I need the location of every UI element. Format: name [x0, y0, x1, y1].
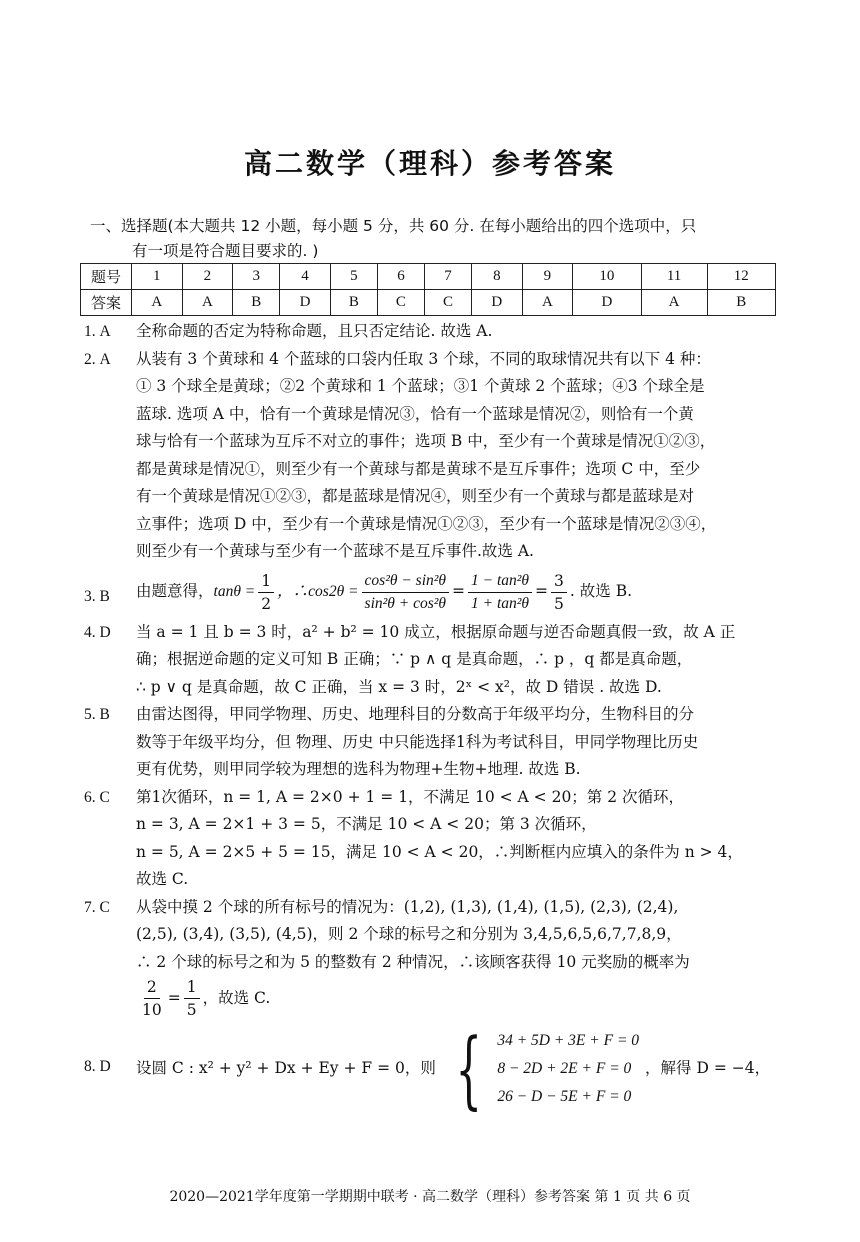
fraction: $\frac{\text{1 − tan²θ}}{\text{1 + tan²θ}}$	[468, 570, 532, 615]
solution-item-5	[84, 701, 784, 784]
item-number: 4.	[84, 623, 96, 641]
item-line: 全称命题的否定为特称命题，且只否定结论. 故选 A.	[136, 322, 493, 340]
fraction: $\frac{2}{10}$	[142, 978, 162, 1019]
left-brace-glyph: {	[455, 1020, 482, 1118]
math-expression: tanθ =	[213, 583, 256, 601]
fraction: $\frac{1}{5}$	[184, 976, 200, 1021]
equation-system	[442, 1020, 640, 1118]
table-cell: 7	[424, 264, 471, 290]
solution-item-1	[84, 318, 784, 346]
item-number: 3.	[84, 587, 96, 605]
item-line: ① 3 个球全是黄球；②2 个黄球和 1 个蓝球；③1 个黄球 2 个蓝球；④3 个球全是	[136, 377, 705, 395]
table-cell: 2	[182, 264, 233, 290]
item-line: 从装有 3 个黄球和 4 个蓝球的口袋内任取 3 个球，不同的取球情况共有以下 4 种：	[136, 349, 711, 368]
item-line: 则至少有一个黄球与至少有一个蓝球不是互斥事件.故选 A.	[136, 542, 534, 560]
table-cell: D	[280, 290, 331, 316]
table-cell: 6	[377, 264, 424, 290]
table-cell: C	[424, 290, 471, 316]
table-cell: 12	[707, 264, 775, 290]
item-line: 由雷达图得，甲同学物理、历史、地理科目的分数高于年级平均分，生物科目的分	[136, 705, 695, 723]
solution-item-2	[84, 346, 784, 566]
table-cell: 1	[132, 264, 183, 290]
item-line: 都是黄球是情况①，则至少有一个黄球与都是黄球不是互斥事件；选项 C 中，至少	[136, 459, 701, 478]
section-heading-line1: 一、选择题(本大题共 12 小题，每小题 5 分，共 60 分. 在每小题给出的四个选项中，只	[90, 217, 697, 235]
item-line: 故选 C.	[136, 870, 189, 888]
table-row-answers	[81, 290, 776, 316]
item-answer: B	[99, 587, 110, 605]
item-text: . 故选 B.	[569, 582, 633, 601]
item-line: 更有优势，则甲同学较为理想的选科为物理+生物+地理. 故选 B.	[136, 760, 581, 778]
table-cell: 5	[330, 264, 377, 290]
item-text: 设圆 C : x² + y² + Dx + Ey + F = 0，则	[136, 1059, 436, 1078]
item-line: 有一个黄球是情况①②③，都是蓝球是情况④，则至少有一个黄球与都是蓝球是对	[136, 487, 695, 505]
item-line: 球与恰有一个蓝球为互斥不对立的事件；选项 B 中，至少有一个黄球是情况①②③，	[136, 432, 716, 450]
item-number: 6.	[84, 788, 96, 806]
item-answer: D	[99, 623, 111, 641]
math-expression: ，∴cos2θ =	[277, 583, 359, 601]
item-number: 2.	[84, 350, 96, 368]
item-text: ，解得 D = −4，	[645, 1059, 771, 1078]
table-cell: B	[707, 290, 775, 316]
equation: 8 − 2D + 2E + F = 0	[497, 1060, 632, 1077]
table-cell: B	[330, 290, 377, 316]
answer-table	[80, 263, 776, 316]
item-number: 7.	[84, 898, 96, 916]
table-cell: A	[522, 290, 573, 316]
page-title: 高二数学（理科）参考答案	[243, 147, 616, 180]
table-cell: 11	[641, 264, 707, 290]
table-cell: 4	[280, 264, 331, 290]
page-footer: 2020—2021学年度第一学期期中联考 · 高二数学（理科）参考答案 第 1 页 共 6 页	[169, 1189, 691, 1205]
table-cell: A	[641, 290, 707, 316]
item-answer: B	[99, 706, 110, 723]
fraction: $\frac{1}{2}$	[258, 570, 274, 615]
item-number: 5.	[84, 706, 96, 723]
item-line: ∴ p ∨ q 是真命题，故 C 正确，当 x = 3 时，2ˣ < x²，故 D 错误 . 故选 D.	[136, 677, 662, 696]
row-label-question-number: 题号	[81, 264, 132, 290]
table-cell: A	[182, 290, 233, 316]
table-cell: 9	[522, 264, 573, 290]
item-number: 8.	[84, 1058, 96, 1075]
math-expression: =	[167, 988, 181, 1007]
table-cell: D	[472, 290, 523, 316]
item-number: 1.	[84, 323, 96, 340]
item-line: 立事件；选项 D 中，至少有一个黄球是情况①②③，至少有一个蓝球是情况②③④，	[136, 514, 717, 533]
item-answer: C	[99, 788, 110, 806]
item-line: n = 3, A = 2×1 + 3 = 5，不满足 10 < A < 20；第 3 次循环，	[136, 815, 597, 833]
item-line: 数等于年级平均分，但 物理、历史 中只能选择1科为考试科目，甲同学物理比历史	[136, 732, 699, 751]
table-cell: A	[132, 290, 183, 316]
math-expression: =	[535, 582, 549, 601]
solution-item-8	[84, 1020, 784, 1118]
solution-list	[84, 318, 784, 1118]
solution-item-7	[84, 894, 784, 1022]
item-line: 蓝球. 选项 A 中，恰有一个黄球是情况③，恰有一个蓝球是情况②，则恰有一个黄	[136, 404, 694, 423]
item-text: ，故选 C.	[202, 988, 271, 1007]
section-heading-line2: 有一项是符合题目要求的. )	[132, 242, 319, 260]
item-answer: C	[99, 898, 110, 916]
table-cell: D	[573, 290, 641, 316]
item-line: 当 a = 1 且 b = 3 时，a² + b² = 10 成立，根据原命题与逆否命题真假一致，故 A 正	[136, 622, 736, 641]
item-text: 由题意得，	[136, 582, 214, 601]
solution-item-4	[84, 619, 784, 702]
item-line: 确；根据逆命题的定义可知 B 正确；∵ p ∧ q 是真命题，∴ p ，q 都是真命题，	[136, 650, 693, 668]
item-answer: A	[99, 350, 111, 368]
item-line: n = 5, A = 2×5 + 5 = 15，满足 10 < A < 20，∴判断框内应填入的条件为 n > 4，	[136, 842, 743, 861]
item-answer: A	[99, 323, 111, 340]
solution-item-3	[84, 570, 784, 615]
table-cell: 10	[573, 264, 641, 290]
equation: 34 + 5D + 3E + F = 0	[497, 1032, 640, 1049]
item-line: (2,5), (3,4), (3,5), (4,5)，则 2 个球的标号之和分别为 3,4,5,6,5,6,7,7,8,9，	[136, 925, 682, 943]
item-answer: D	[99, 1058, 111, 1075]
equation: 26 − D − 5E + F = 0	[497, 1088, 632, 1105]
row-label-answer: 答案	[81, 290, 132, 316]
table-cell: C	[377, 290, 424, 316]
solution-item-6	[84, 784, 784, 894]
item-line: 第1次循环，n = 1, A = 2×0 + 1 = 1，不满足 10 < A < 20；第 2 次循环，	[136, 787, 685, 806]
item-line: 从袋中摸 2 个球的所有标号的情况为：(1,2), (1,3), (1,4), (1,5), (2,3), (2,4),	[136, 897, 679, 916]
fraction: $\frac{\text{cos²θ − sin²θ}}{\text{sin²θ + cos²θ}}$	[362, 570, 449, 615]
item-line: ∴ 2 个球的标号之和为 5 的整数有 2 种情况，∴该顾客获得 10 元奖励的概率为	[136, 952, 690, 971]
table-cell: 3	[233, 264, 280, 290]
table-row-numbers	[81, 264, 776, 290]
table-cell: B	[233, 290, 280, 316]
math-expression: =	[452, 582, 466, 601]
fraction: $\frac{3}{5}$	[551, 570, 567, 615]
table-cell: 8	[472, 264, 523, 290]
section-heading	[90, 214, 780, 264]
